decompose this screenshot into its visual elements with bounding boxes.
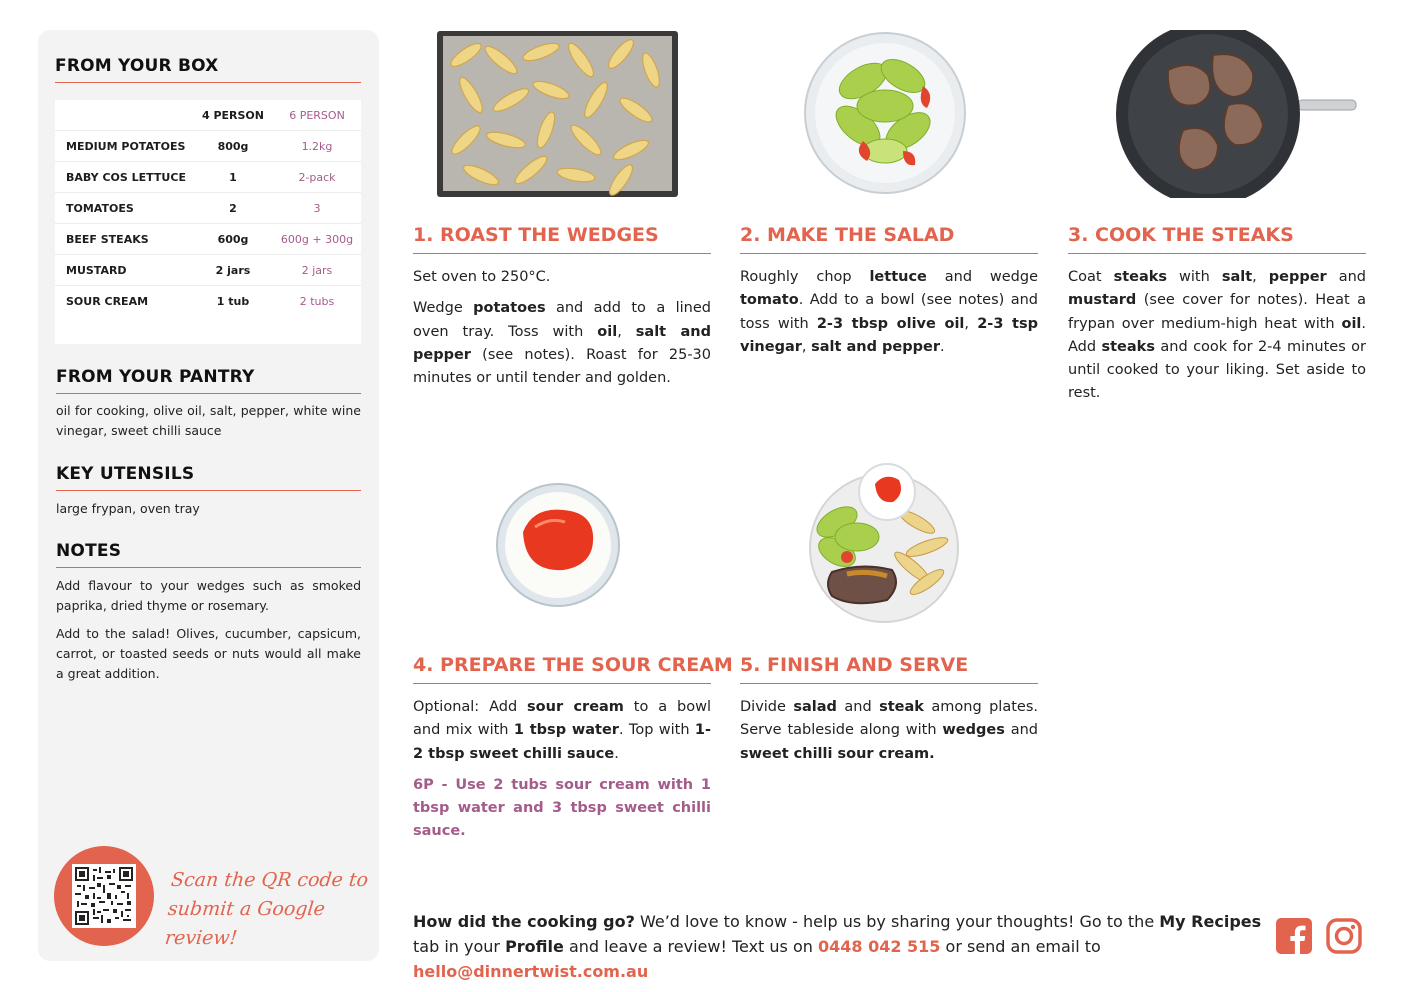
step-5-p1: Divide salad and steak among plates. Serve tableside along with wedges and sweet chilli sour cream.	[740, 699, 1038, 762]
ingredient-name: BEEF STEAKS	[66, 233, 149, 246]
footer-text-1: We’d love to know - help us by sharing your thoughts! Go to the	[634, 912, 1160, 931]
qty-4p: 600g	[217, 233, 249, 246]
qty-4p: 1 tub	[216, 295, 250, 308]
qr-review-text	[163, 866, 372, 953]
steaks-frypan-photo	[1108, 30, 1358, 198]
step-4-six-person-note: 6P - Use 2 tubs sour cream with 1 tbsp water and 3 tbsp sweet chilli sauce.	[413, 776, 711, 840]
salad-bowl-photo	[803, 31, 967, 195]
ingredients-table	[55, 100, 361, 344]
qty-6p: 2-pack	[298, 171, 336, 184]
qr-badge	[54, 846, 154, 946]
step-2-title: 2. MAKE THE SALAD	[740, 224, 1038, 254]
qty-6p: 1.2kg	[301, 140, 333, 153]
facebook-icon[interactable]	[1276, 918, 1312, 954]
ingredients-sidebar	[38, 30, 379, 961]
sour-cream-bowl-photo	[495, 482, 621, 608]
phone-link[interactable]: 0448 042 515	[817, 937, 941, 956]
my-recipes-label: My Recipes	[1159, 912, 1262, 931]
qty-4p: 1	[229, 171, 237, 184]
table-row	[55, 193, 361, 224]
step-1-p1: Set oven to 250°C.	[413, 269, 551, 285]
step-1-p2: Wedge potatoes and add to a lined oven tray. Toss with oil, salt and pepper (see notes). Roast for 25-30 minutes or until tender and golden.	[413, 300, 712, 387]
qr-text-line1: Scan the QR code to	[169, 869, 370, 891]
qty-6p: 2 jars	[301, 264, 333, 277]
step-5-body	[740, 696, 1038, 774]
utensils-list: large frypan, oven tray	[56, 501, 200, 516]
qty-4p: 800g	[217, 140, 249, 153]
ingredient-name: MUSTARD	[66, 264, 127, 277]
qty-6p: 3	[313, 202, 321, 215]
qty-6p: 2 tubs	[299, 295, 335, 308]
wedges-tray-photo	[436, 30, 679, 198]
footer-question: How did the cooking go?	[413, 912, 635, 931]
from-your-box-heading: FROM YOUR BOX	[55, 56, 361, 83]
step-1-body	[413, 266, 711, 398]
note-wedges: Add flavour to your wedges such as smoked paprika, dried thyme or rosemary.	[56, 578, 361, 613]
ingredient-name: TOMATOES	[66, 202, 134, 215]
instagram-icon[interactable]	[1326, 918, 1362, 954]
ingredient-name: BABY COS LETTUCE	[66, 171, 186, 184]
qty-4p: 2 jars	[215, 264, 251, 277]
qr-text-line2: submit a Google review!	[163, 898, 327, 949]
table-row	[55, 224, 361, 255]
key-utensils-heading: KEY UTENSILS	[56, 464, 361, 491]
col-6-person: 6 PERSON	[289, 109, 345, 122]
note-salad: Add to the salad! Olives, cucumber, capsicum, carrot, or toasted seeds or nuts would all make a great addition.	[56, 626, 361, 681]
step-2-body	[740, 266, 1038, 367]
email-link[interactable]: hello@dinnertwist.com.au	[413, 962, 649, 981]
step-2-p1: Roughly chop lettuce and wedge tomato. Add to a bowl (see notes) and toss with 2-3 tbsp olive oil, 2-3 tsp vinegar, salt and pepper.	[740, 269, 1039, 355]
table-row	[55, 286, 361, 317]
step-4-p1: Optional: Add sour cream to a bowl and mix with 1 tbsp water. Top with 1-2 tbsp sweet chilli sauce.	[413, 699, 711, 762]
feedback-footer	[413, 909, 1263, 984]
ingredient-name: SOUR CREAM	[66, 295, 149, 308]
col-4-person: 4 PERSON	[201, 109, 264, 122]
step-3-p1: Coat steaks with salt, pepper and mustard (see cover for notes). Heat a frypan over medium-high heat with oil. Add steaks and cook for 2-4 minutes or until cooked to your liking. Set aside to rest.	[1068, 269, 1366, 402]
profile-label: Profile	[505, 937, 564, 956]
footer-text-2: tab in your	[413, 937, 506, 956]
step-3-title: 3. COOK THE STEAKS	[1068, 224, 1366, 254]
qr-code-icon[interactable]	[72, 864, 136, 928]
table-row	[55, 131, 361, 162]
step-5-title: 5. FINISH AND SERVE	[740, 654, 1038, 684]
footer-text-4: or send an email to	[940, 937, 1101, 956]
pantry-list: oil for cooking, olive oil, salt, pepper, white wine vinegar, sweet chilli sauce	[56, 403, 361, 438]
qty-6p: 600g + 300g	[280, 233, 354, 246]
table-row	[55, 255, 361, 286]
step-3-body	[1068, 266, 1366, 414]
notes-heading: NOTES	[56, 541, 361, 568]
qty-4p: 2	[229, 202, 237, 215]
footer-text-3: and leave a review! Text us on	[563, 937, 818, 956]
table-header-row	[55, 100, 361, 131]
step-4-body	[413, 696, 711, 852]
from-your-pantry-heading: FROM YOUR PANTRY	[56, 367, 361, 394]
ingredient-name: MEDIUM POTATOES	[66, 140, 186, 153]
table-row	[55, 162, 361, 193]
plated-meal-photo	[807, 462, 962, 624]
step-1-title: 1. ROAST THE WEDGES	[413, 224, 711, 254]
step-4-title: 4. PREPARE THE SOUR CREAM	[413, 654, 711, 684]
